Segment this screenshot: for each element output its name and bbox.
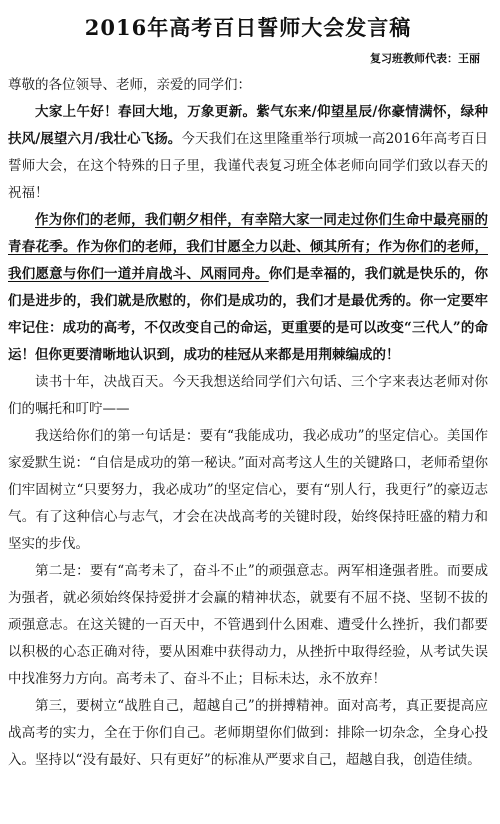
paragraph-3: 读书十年，决战百天。今天我想送给同学们六句话、三个字来表达老师对你们的嘱托和叮咛—— (8, 374, 488, 417)
document-title: 2016年高考百日誓师大会发言稿 (84, 15, 412, 40)
paragraph-5: 第二是：要有“高考未了，奋斗不止”的顽强意志。两军相逢强者胜。而要成为强者，就必须始终保持爱拼才会赢的精神状态，就要有不屈不挠、坚韧不拔的顽强意志。在这关键的一百天中，不管遇到什么困难、遭受什么挫折，我们都要以积极的心态正确对待，要从困难中获得动力，从挫折中取得经验，从考试失误中找准努力方向。高考未了、奋斗不止；目标未达，永不放弃！ (8, 563, 488, 687)
paragraph-1-bold: 大家上午好！春回大地，万象更新。紫气东来/仰望星辰/你豪情满怀，绿种扶风/展望六月/我壮心飞扬。 (8, 104, 488, 147)
paragraph-1 (8, 99, 488, 207)
salutation: 尊敬的各位领导、老师，亲爱的同学们： (8, 77, 251, 93)
paragraph-2 (8, 207, 488, 369)
paragraph-1-text: 今天我们在这里隆重举行项城一高2016年高考百日誓师大会，在这个特殊的日子里，我谨代表复习班全体老师向同学们致以春天的祝福！ (8, 131, 488, 201)
paragraph-4: 我送给你们的第一句话是：要有“我能成功，我必成功”的坚定信心。美国作家爱默生说：“自信是成功的第一秘诀。”面对高考这人生的关键路口，老师希望你们牢固树立“只要努力，我必成功”的坚定信心，要有“别人行，我更行”的豪迈志气。有了这种信心与志气，才会在决战高考的关键时段，始终保持旺盛的精力和坚实的步伐。 (8, 428, 488, 552)
paragraph-2-bold: 你们是幸福的，我们就是快乐的，你们是进步的，我们就是欣慰的，你们是成功的，我们才是最优秀的。你一定要牢牢记住：成功的高考，不仅改变自己的命运，更重要的是可以改变“三代人”的命运！但你更要清晰地认识到，成功的桂冠从来都是用荆棘编成的！ (8, 266, 489, 363)
paragraph-6: 第三，要树立“战胜自己，超越自己”的拼搏精神。面对高考，真正要提高应战高考的实力，全在于你们自己。老师期望你们做到：排除一切杂念，全身心投入。坚持以“没有最好、只有更好”的标准从严要求自己，超越自我，创造佳绩。 (8, 698, 488, 768)
author-line: 复习班教师代表：王丽 (370, 52, 480, 65)
paragraph-2-underlined: 作为你们的老师，我们朝夕相伴，有幸陪大家一同走过你们生命中最亮丽的青春花季。作为你们的老师，我们甘愿全力以赴、倾其所有；作为你们的老师，我们愿意与你们一道并肩战斗、风雨同舟。 (8, 212, 488, 282)
